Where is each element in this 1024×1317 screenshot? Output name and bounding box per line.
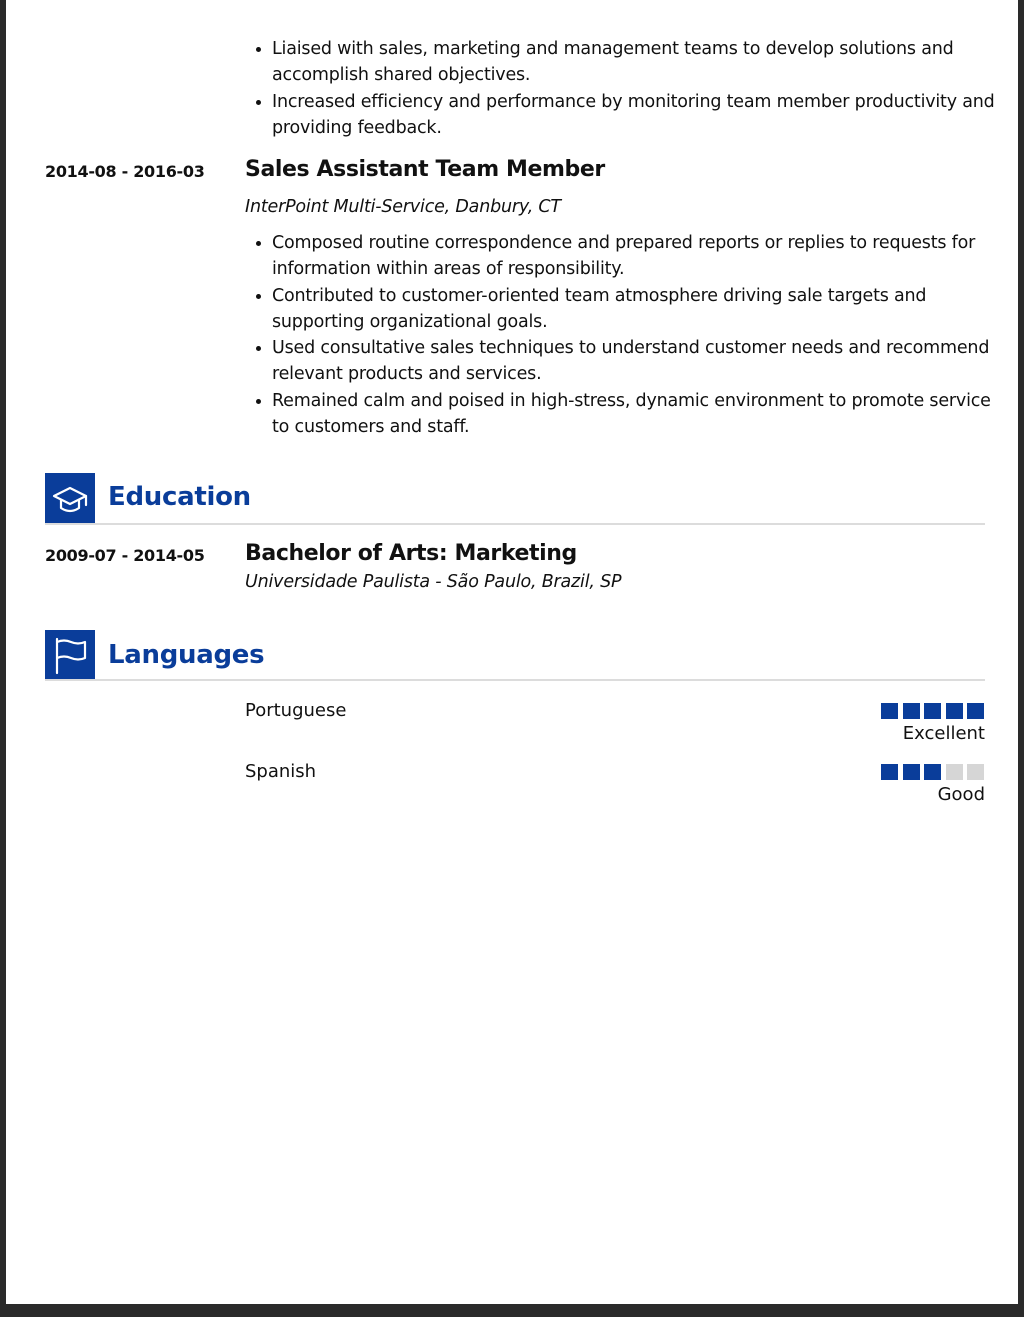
- language-name: Spanish: [245, 761, 317, 782]
- language-rating: [881, 703, 985, 719]
- education-dates: 2009-07 - 2014-05: [45, 546, 205, 565]
- previous-job-bullets: [254, 36, 1012, 141]
- language-name: Portuguese: [245, 700, 347, 721]
- education-school: Universidade Paulista - São Paulo, Brazil, SP: [245, 572, 622, 592]
- job-bullets: [254, 230, 1012, 440]
- bullet-item: • Liaised with sales, marketing and management teams to develop solutions and accomplish shared objectives.: [272, 36, 1012, 89]
- rating-square-filled: [881, 764, 898, 780]
- job-dates: 2014-08 - 2016-03: [45, 162, 205, 181]
- rating-square-filled: [903, 764, 920, 780]
- bullet-item: • Composed routine correspondence and prepared reports or replies to requests for information within areas of responsibility.: [272, 230, 1012, 283]
- graduation-cap-icon: [45, 473, 95, 523]
- section-divider: [45, 523, 985, 525]
- language-rating: [881, 764, 985, 780]
- flag-icon: [45, 630, 95, 680]
- rating-square-filled: [946, 703, 963, 719]
- rating-square-filled: [903, 703, 920, 719]
- rating-square-filled: [924, 703, 941, 719]
- rating-square-filled: [967, 703, 984, 719]
- language-level: Good: [937, 784, 985, 805]
- bullet-item: • Remained calm and poised in high-stress, dynamic environment to promote service to customers and staff.: [272, 388, 1012, 441]
- language-level: Excellent: [902, 723, 985, 744]
- rating-square-empty: [946, 764, 963, 780]
- bullet-item: • Used consultative sales techniques to understand customer needs and recommend relevant products and services.: [272, 335, 1012, 388]
- job-title: Sales Assistant Team Member: [245, 157, 605, 182]
- section-divider: [45, 679, 985, 681]
- resume-page: [6, 0, 1018, 1304]
- job-employer: InterPoint Multi-Service, Danbury, CT: [245, 197, 561, 217]
- education-heading: Education: [108, 482, 251, 512]
- bullet-item: • Increased efficiency and performance by monitoring team member productivity and providing feedback.: [272, 89, 1012, 142]
- bullet-item: • Contributed to customer-oriented team atmosphere driving sale targets and supporting organizational goals.: [272, 283, 1012, 336]
- languages-heading: Languages: [108, 640, 265, 670]
- rating-square-filled: [881, 703, 898, 719]
- rating-square-empty: [967, 764, 984, 780]
- rating-square-filled: [924, 764, 941, 780]
- education-degree: Bachelor of Arts: Marketing: [245, 541, 577, 566]
